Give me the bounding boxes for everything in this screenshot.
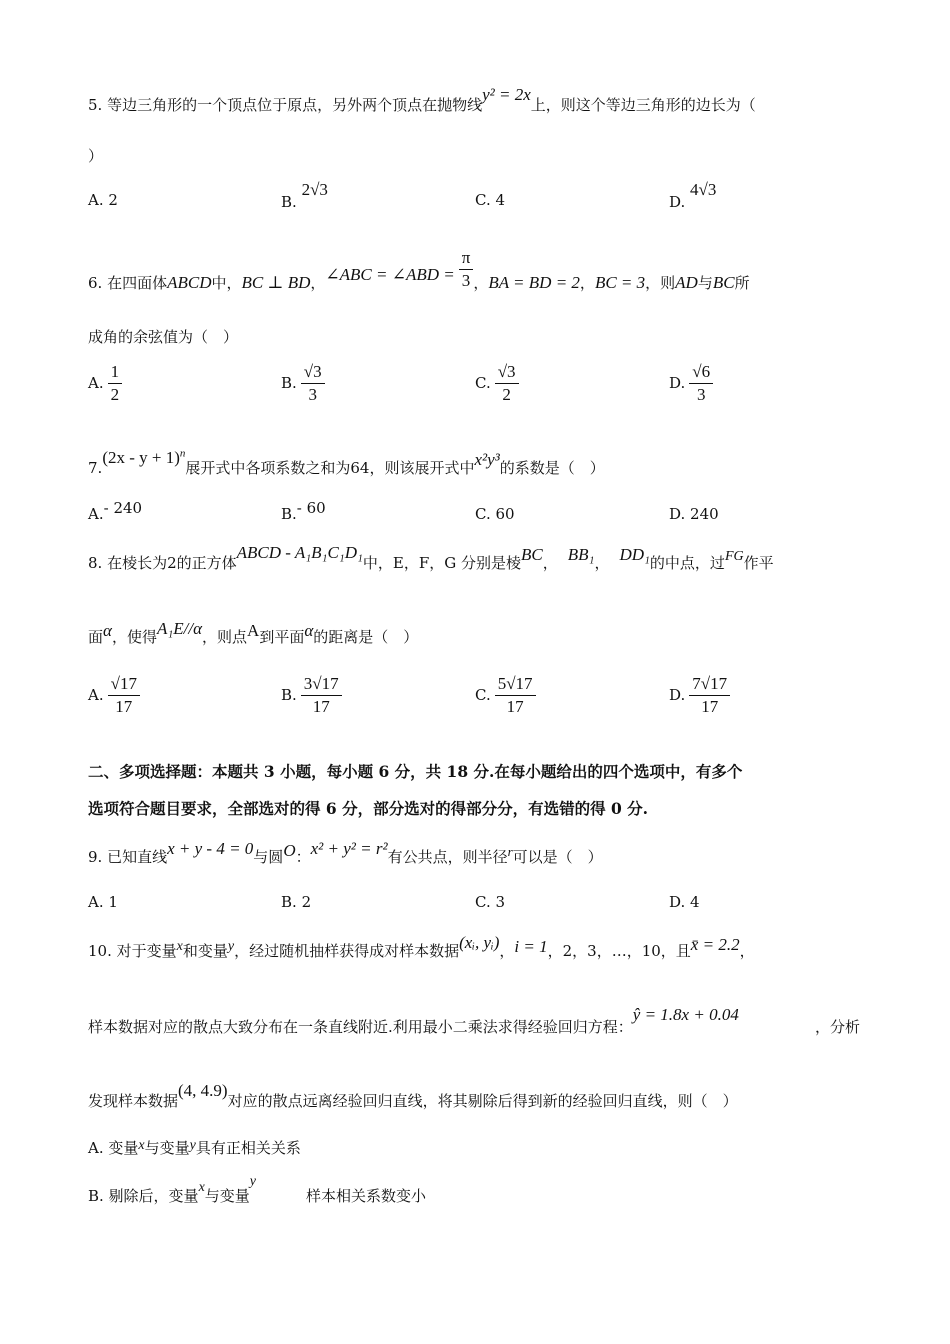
q7-option-d[interactable]: D. 240 [669,505,719,523]
q7-expr: $(2x - y + 1)^n$ [102,447,186,467]
q8-option-d[interactable]: D. $\frac{7√17}{17}$ [669,674,730,718]
q6-stem: 6. 在四面体ABCD中，BC ⊥ BD，∠ABC = ∠ABD = $\frac{\pi}{3}$ ，BA = BD = 2，BC = 3，则AD与BC所 [88,248,750,292]
q8-option-c[interactable]: C. $\frac{5√17}{17}$ [475,674,536,718]
q5-option-d[interactable]: D. 4√3 [669,180,717,211]
q5-close: ） [88,147,104,165]
q10-option-b[interactable]: B. 剔除后，变量x与变量y样本相关系数变小 [88,1174,427,1205]
q8-option-b[interactable]: B. $\frac{3√17}{17}$ [281,674,342,718]
q9-option-a[interactable]: A. 1 [88,893,118,911]
q5-formula: y² = 2x [482,85,531,104]
q6-option-c[interactable]: C. $\frac{√3}{2}$ [475,362,519,406]
q6-option-b[interactable]: B. $\frac{√3}{3}$ [281,362,325,406]
q8-line2: 面α，使得A₁E//α，则点A到平面α的距离是（ ） [88,619,419,646]
q10-line3: 发现样本数据(4, 4.9)对应的散点远离经验回归直线，将其剔除后得到新的经验回归直线，则（ ） [88,1081,738,1110]
q8-option-a[interactable]: A. $\frac{√17}{17}$ [88,674,140,718]
section2-heading-line1: 二、多项选择题：本题共 3 小题，每小题 6 分，共 18 分.在每小题给出的四个选项中，有多个 [88,762,743,781]
q10-option-a[interactable]: A. 变量x与变量y具有正相关关系 [88,1138,301,1157]
section2-heading-line2: 选项符合题目要求，全部选对的得 6 分，部分选对的得部分分，有选错的得 0 分. [88,799,649,818]
q5-option-b[interactable]: B. 2√3 [281,180,328,211]
q7-option-c[interactable]: C. 60 [475,505,515,523]
q9-option-b[interactable]: B. 2 [281,893,312,911]
q7-stem: $7.(2x - y + 1)^n$展开式中各项系数之和为64，则该展开式中x²y³的系数是（ ） [88,447,605,477]
q7-option-a[interactable]: A.- 240 [88,499,143,523]
q5-option-c[interactable]: C. 4 [475,191,506,209]
q9-option-c[interactable]: C. 3 [475,893,506,911]
q9-option-d[interactable]: D. 4 [669,893,700,911]
q6-option-d[interactable]: D. $\frac{√6}{3}$ [669,362,713,406]
q5-stem: 5. 等边三角形的一个顶点位于原点，另外两个顶点在抛物线y² = 2x上，则这个等边三角形的边长为（ [88,85,756,114]
q10-stem: 10. 对于变量x和变量y，经过随机抽样获得成对样本数据(xᵢ, yᵢ)，i = 1，2，3，…，10，且x̄ = 2.2， [88,933,755,960]
q10-line2: 样本数据对应的散点大致分布在一条直线附近.利用最小二乘法求得经验回归方程：ŷ = 1.8x + 0.04 ，分析 [88,1005,860,1036]
q5-option-a[interactable]: A. 2 [88,191,118,209]
q6-option-a[interactable]: A. $\frac{1}{2}$ [88,362,122,406]
q7-option-b[interactable]: B.- 60 [281,499,326,523]
q9-stem: 9. 已知直线x + y - 4 = 0与圆O：x² + y² = r²有公共点，则半径r可以是（ ） [88,839,603,866]
q6-line2: 成角的余弦值为（ ） [88,328,239,346]
q8-stem: 8. 在棱长为2的正方体ABCD - A₁B₁C₁D₁中，E，F，G 分别是棱BC， BB₁， DD₁的中点，过FG作平 [88,543,774,572]
